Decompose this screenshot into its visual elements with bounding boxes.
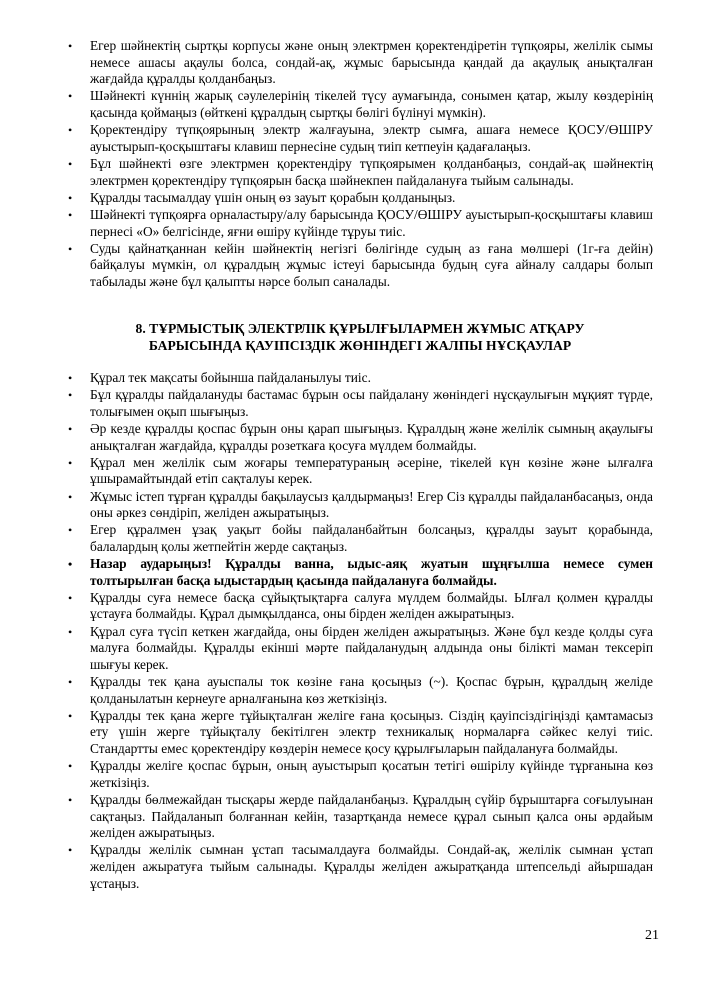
bullet-icon: • xyxy=(68,156,73,171)
bullet-icon: • xyxy=(68,590,73,605)
bullet-icon: • xyxy=(68,388,73,403)
list-item: • Құралды желіге қоспас бұрын, оның ауыстырып қосатын тетігі өшірілу күйінде тұрғанына көз жеткізіңіз. xyxy=(68,758,653,790)
list-item: • Қоректендіру түпқоярының электр жалғауына, электр сымға, ашаға немесе ҚОСУ/ӨШІРУ ауыстырып-қосқыштағы клавиш пернесіне судың тиіп кетпеуін қадағалаңыз. xyxy=(68,122,653,154)
list-item: • Құралды бөлмежайдан тысқары жерде пайдаланбаңыз. Құралдың сүйір бұрыштарға соғылуынан сақтаңыз. Пайдаланып болғаннан кейін, тазартқанда немесе құрал сынып қалса оны әрдайым желіден ажыратыңыз. xyxy=(68,791,653,841)
list-item: • Құрал суға түсіп кеткен жағдайда, оны бірден желіден ажыратыңыз. Және бұл кезде қолды суға малуға болмайды. Құралды екінші мәрте пайдаланудың алдында оны білікті маман тексеріп шығуы керек. xyxy=(68,623,653,672)
bullet-icon: • xyxy=(68,523,73,538)
section-title-line-1: 8. ТҰРМЫСТЫҚ ЭЛЕКТРЛІК ҚҰРЫЛҒЫЛАРМЕН ЖҰМЫС АТҚАРУ xyxy=(135,321,585,336)
list-item: • Жұмыс істеп тұрған құралды бақылаусыз қалдырмаңыз! Егер Сіз құралды пайдаланбасаңыз, онда оны әркез сөндіріп, желіден ажыратыңыз. xyxy=(68,488,653,521)
bullet-icon: • xyxy=(68,843,73,858)
list-item: • Суды қайнатқаннан кейін шәйнектің негізгі бөлігінде судың аз ғана мөлшері (1г-ға дейін) байқалуы мүмкін, ол құралдың жұмыс істеуі барысында будың суға айналу салдары болып табылады және бұл қалыпты нәрсе болып саналады. xyxy=(68,240,653,289)
safety-list-general xyxy=(68,370,653,893)
list-item: • Егер шәйнектің сыртқы корпусы және оның электрмен қоректендіретін түпқояры, желілік сымы немесе ашасы ақаулы болса, сондай-ақ, жұмыс барысында қандай да ақаулық анықталған жағдайда құралды қолданбаңыз. xyxy=(68,38,653,87)
list-item: • Шәйнекті күннің жарық сәулелерінің тікелей түсу аумағында, сонымен қатар, жылу көздерінің қасында қоймаңыз (өйткені құралдың сыртқы бөлігі бүлінуі мүмкін). xyxy=(68,88,653,120)
bullet-icon: • xyxy=(68,489,73,504)
page-number: 21 xyxy=(645,928,659,943)
list-item: • Әр кезде құралды қоспас бұрын оны қарап шығыңыз. Құралдың және желілік сымның ақаулығы анықталған жағдайда, құралды розеткаға қосуға мүлдем болмайды. xyxy=(68,420,653,453)
bullet-icon: • xyxy=(68,708,73,723)
bullet-icon: • xyxy=(68,455,73,470)
bullet-icon: • xyxy=(68,89,73,104)
bullet-icon: • xyxy=(68,190,73,205)
list-item: • Құралды суға немесе басқа сұйықтықтарға салуға мүлдем болмайды. Ылғал қолмен құралды ұстауға болмайды. Құрал дымқылданса, оны бірден желіден ажыратыңыз. xyxy=(68,589,653,622)
list-item: • Бұл құралды пайдалануды бастамас бұрын осы пайдалану жөніндегі нұсқаулығын мұқият түрде, толығымен оқып шығыңыз. xyxy=(68,387,653,419)
list-item: • Құрал мен желілік сым жоғары температураның әсеріне, тікелей күн көзіне және ылғалға ұшырамайтындай етіп сақталуы керек. xyxy=(68,454,653,487)
list-item: • Шәйнекті түпқоярға орналастыру/алу барысында ҚОСУ/ӨШІРУ ауыстырып-қосқыштағы клавиш пернесі «О» белгісінде, яғни өшіру күйінде тұруы тиіс. xyxy=(68,206,653,239)
bullet-icon: • xyxy=(68,371,73,385)
safety-list-kettle xyxy=(68,38,653,291)
list-item: • Егер құралмен ұзақ уақыт бойы пайдаланбайтын болсаңыз, құралды зауыт қорабында, балалардың қолы жетпейтін жерде сақтаңыз. xyxy=(68,522,653,554)
bullet-icon: • xyxy=(68,421,73,436)
bullet-icon: • xyxy=(68,207,73,222)
list-item: • Құралды тасымалдау үшін оның өз зауыт қорабын қолданыңыз. xyxy=(68,189,456,205)
bullet-icon: • xyxy=(68,123,73,138)
bullet-icon: • xyxy=(68,792,73,807)
list-item: • Құралды тек қана жерге тұйықталған желіге ғана қосыңыз. Сіздің қауіпсіздігіңізді қамтамасыз ету үшін жерге тұйықталу бекітілген электр техникалық нормаларға сәйкес келуі тиіс. Стандартты емес қоректендіру көздерін немесе қосу құрылғыларын пайдалануға болмайды. xyxy=(68,707,653,756)
section-title xyxy=(100,320,620,354)
section-title-line-2: БАРЫСЫНДА ҚАУІПСІЗДІК ЖӨНІНДЕГІ ЖАЛПЫ НҰСҚАУЛАР xyxy=(148,338,572,353)
bullet-icon: • xyxy=(68,557,73,572)
bullet-icon: • xyxy=(68,624,73,639)
list-item: • Құрал тек мақсаты бойынша пайдаланылуы тиіс. xyxy=(68,370,371,385)
bullet-icon: • xyxy=(68,759,73,774)
list-item: • Бұл шәйнекті өзге электрмен қоректендіру түпқоярымен қолданбаңыз, сондай-ақ шәйнектің электрмен қоректендіру түпқоярын басқа шәйнекпен пайдалануға тыйым салынады. xyxy=(68,155,653,188)
list-item: • Құралды тек қана ауыспалы ток көзіне ғана қосыңыз (~). Қоспас бұрын, құралдың желіде қолданылатын кернеуге арналғанына көз жеткізіңіз. xyxy=(68,674,653,706)
bullet-icon: • xyxy=(68,675,73,690)
bullet-icon: • xyxy=(68,39,73,53)
bullet-icon: • xyxy=(68,241,73,256)
list-item-warning: • Назар аударыңыз! Құралды ванна, ыдыс-аяқ жуатын шұңғылша немесе сумен толтырылған басқа ыдыстардың қасында пайдалануға болмайды. xyxy=(68,556,653,588)
list-item: • Құралды желілік сымнан ұстап тасымалдауға болмайды. Сондай-ақ, желілік сымнан ұстап желіден ажыратуға тыйым салынады. Құралды желіден ажыратқанда штепсельді айыршадан ұстаңыз. xyxy=(68,842,653,891)
